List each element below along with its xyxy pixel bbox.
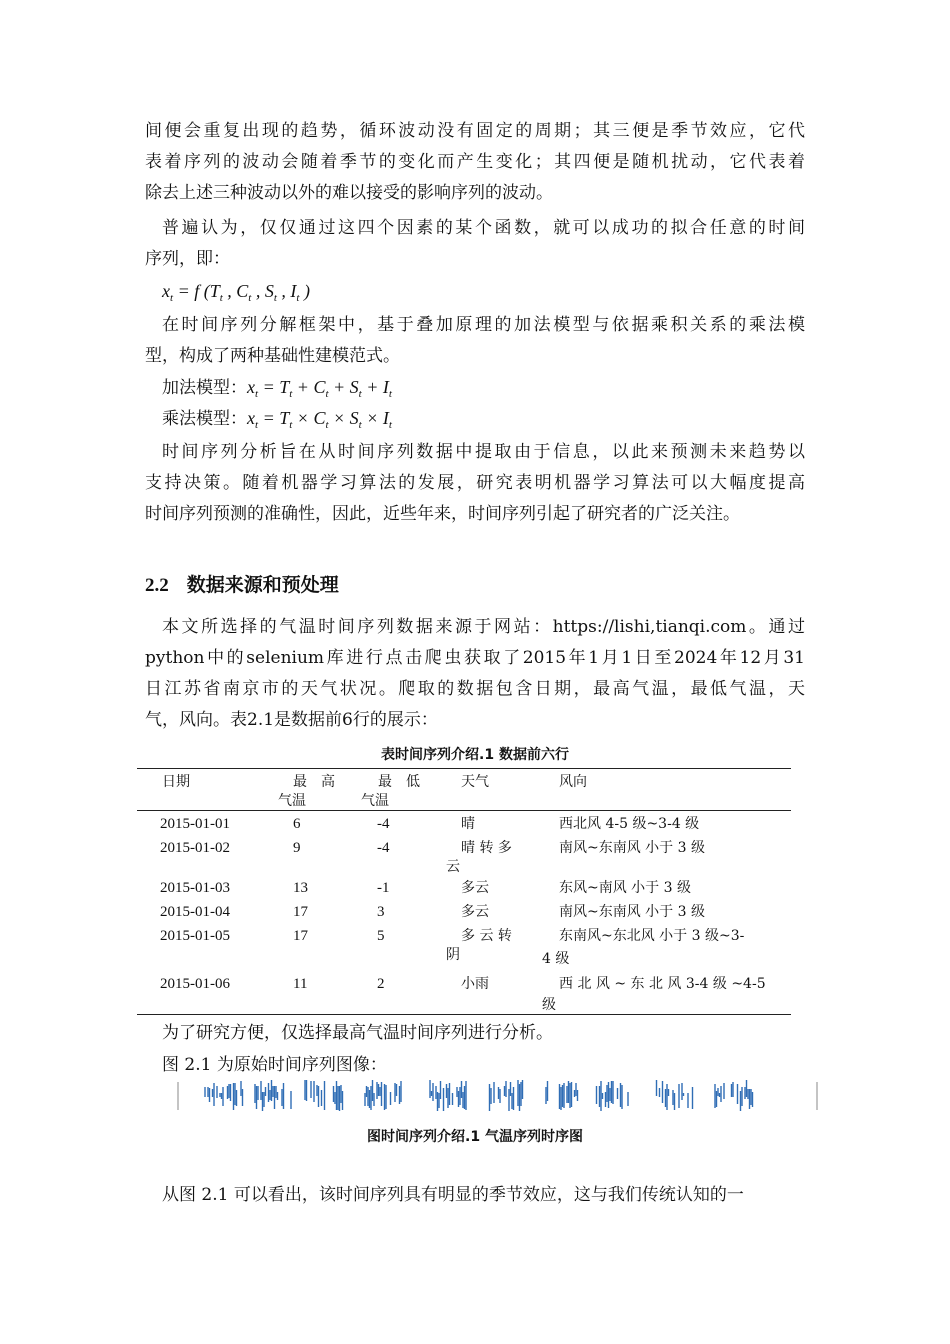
- para3-line-2: 型，构成了两种基础性建模范式。: [145, 346, 400, 366]
- table-caption: 表时间序列介绍.1 数据前六行: [381, 747, 569, 763]
- cell-max: 17: [293, 904, 308, 920]
- plot-year-cluster: [305, 1080, 343, 1111]
- cell-weather-wrap: 阴: [446, 947, 460, 963]
- header-wind: 风向: [559, 774, 587, 790]
- cell-weather: 小雨: [461, 976, 489, 992]
- plot-year-cluster: [430, 1080, 466, 1111]
- cell-weather: 晴: [461, 816, 475, 832]
- plot-year-cluster: [597, 1081, 629, 1111]
- para3-line-1: 在时间序列分解框架中，基于叠加原理的加法模型与依据乘积关系的乘法模: [162, 315, 805, 335]
- cell-max: 6: [293, 816, 301, 832]
- section-heading: [145, 570, 339, 601]
- cell-wind: 南风~东南风 小于 3 级: [559, 904, 705, 920]
- cell-date: 2015-01-05: [160, 928, 230, 944]
- multiplicative-label: 乘法模型：: [162, 409, 247, 429]
- para6: 为了研究方便，仅选择最高气温时间序列进行分析。: [162, 1023, 553, 1043]
- temperature-series-plot: [175, 1078, 825, 1114]
- cell-min: 2: [377, 976, 385, 992]
- para5-line-3: 日江苏省南京市的天气状况。爬取的数据包含日期，最高气温，最低气温，天: [145, 679, 805, 699]
- cell-date: 2015-01-03: [160, 880, 230, 896]
- additive-label: 加法模型：: [162, 378, 247, 398]
- para5-line-2: python中的selenium库进行点击爬虫获取了2015年1月1日至2024年12月31: [145, 648, 805, 668]
- section-title: 数据来源和预处理: [186, 574, 339, 596]
- table-header-rule: [137, 810, 791, 811]
- section-number: 2.2: [145, 575, 169, 596]
- cell-wind-wrap: 4 级: [542, 951, 570, 967]
- para5-line-1: 本文所选择的气温时间序列数据来源于网站：https://lishi,tianqi.com。通过: [162, 617, 805, 637]
- para4-line-1: 时间序列分析旨在从时间序列数据中提取由于信息，以此来预测未来趋势以: [162, 442, 805, 462]
- cell-wind-wrap: 级: [542, 997, 556, 1013]
- cell-date: 2015-01-06: [160, 976, 230, 992]
- cell-date: 2015-01-04: [160, 904, 230, 920]
- para4-line-2: 支持决策。随着机器学习算法的发展，研究表明机器学习算法可以大幅度提高: [145, 473, 805, 493]
- cell-wind: 东风~南风 小于 3 级: [559, 880, 691, 896]
- plot-year-cluster: [490, 1080, 523, 1111]
- cell-weather: 晴 转 多: [461, 840, 512, 856]
- cell-min: -4: [377, 840, 390, 856]
- cell-max: 9: [293, 840, 301, 856]
- table-top-rule: [137, 768, 791, 769]
- cell-weather: 多云: [461, 880, 489, 896]
- header-date: 日期: [162, 774, 190, 790]
- cell-max: 13: [293, 880, 308, 896]
- cell-min: 3: [377, 904, 385, 920]
- table-bottom-rule: [137, 1014, 791, 1015]
- cell-wind: 东南风~东北风 小于 3 级~3-: [559, 928, 745, 944]
- para8: 从图 2.1 可以看出，该时间序列具有明显的季节效应，这与我们传统认知的一: [162, 1185, 744, 1205]
- para2-line-1: 普遍认为，仅仅通过这四个因素的某个函数，就可以成功的拟合任意的时间: [162, 218, 805, 238]
- cell-wind: 西北风 4-5 级~3-4 级: [559, 816, 700, 832]
- para7: 图 2.1 为原始时间序列图像：: [162, 1055, 387, 1075]
- multiplicative-model: 乘法模型：$x_t = T_t \times C_t \times S_t \times I_t$: [162, 408, 392, 431]
- cell-wind: 西 北 风 ~ 东 北 风 3-4 级 ~4-5: [559, 976, 766, 992]
- cell-min: -4: [377, 816, 390, 832]
- header-max-2: 气温: [278, 793, 306, 809]
- additive-model: 加法模型：$x_t = T_t + C_t + S_t + I_t$: [162, 377, 392, 400]
- para5-line-4: 气，风向。表2.1是数据前6行的展示：: [145, 710, 438, 730]
- cell-wind: 南风~东南风 小于 3 级: [559, 840, 705, 856]
- figure-caption: 图时间序列介绍.1 气温序列时序图: [367, 1129, 583, 1145]
- cell-min: 5: [377, 928, 385, 944]
- header-weather: 天气: [461, 774, 489, 790]
- plot-year-cluster: [365, 1080, 401, 1110]
- header-min-1: 最 低: [378, 774, 420, 790]
- header-min-2: 气温: [361, 793, 389, 809]
- header-max-1: 最 高: [293, 774, 335, 790]
- cell-max: 17: [293, 928, 308, 944]
- general-formula: $x_t = f$ ($T_t$ , $C_t$ , $S_t$ , $I_t$ ): [162, 281, 310, 304]
- para4-line-3: 时间序列预测的准确性，因此，近些年来，时间序列引起了研究者的广泛关注。: [145, 504, 740, 524]
- intro-line-2: 表着序列的波动会随着季节的变化而产生变化；其四便是随机扰动，它代表着: [145, 152, 805, 172]
- plot-year-cluster: [205, 1081, 243, 1110]
- cell-date: 2015-01-01: [160, 816, 230, 832]
- plot-year-cluster: [657, 1080, 693, 1110]
- plot-year-cluster: [255, 1080, 291, 1111]
- cell-weather-wrap: 云: [446, 859, 460, 875]
- intro-line-3: 除去上述三种波动以外的难以接受的影响序列的波动。: [145, 183, 553, 203]
- cell-weather: 多云: [461, 904, 489, 920]
- plot-year-cluster: [715, 1080, 753, 1111]
- cell-max: 11: [293, 976, 308, 992]
- cell-date: 2015-01-02: [160, 840, 230, 856]
- intro-line-1: 间便会重复出现的趋势，循环波动没有固定的周期；其三便是季节效应，它代: [145, 121, 805, 141]
- plot-year-cluster: [546, 1081, 578, 1110]
- cell-min: -1: [377, 880, 390, 896]
- para2-line-2: 序列，即：: [145, 249, 230, 269]
- cell-weather: 多 云 转: [461, 928, 512, 944]
